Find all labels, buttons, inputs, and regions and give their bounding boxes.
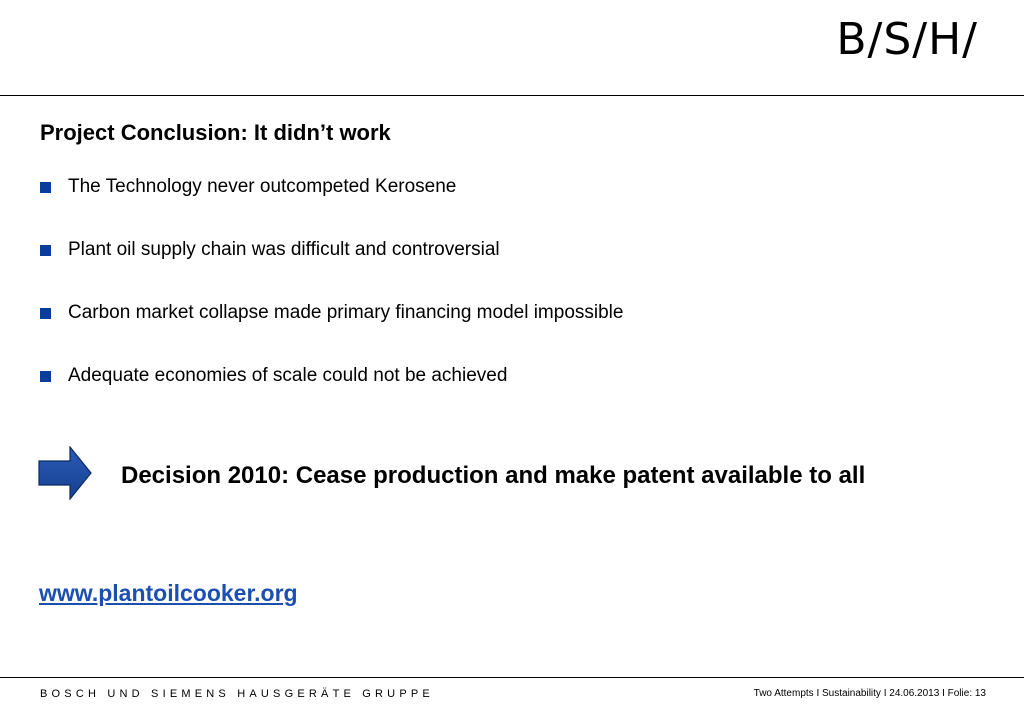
footer-divider bbox=[0, 677, 1024, 678]
bullet-item bbox=[40, 365, 623, 428]
right-arrow-icon bbox=[38, 446, 92, 500]
bsh-logo: B/S/H/ bbox=[836, 14, 978, 65]
slide-title: Project Conclusion: It didn’t work bbox=[40, 120, 391, 145]
bullet-item bbox=[40, 302, 623, 365]
bullet-text: Plant oil supply chain was difficult and controversial bbox=[68, 239, 500, 260]
square-bullet-icon bbox=[40, 245, 51, 256]
bullet-item bbox=[40, 239, 623, 302]
bullet-text: The Technology never outcompeted Kerosene bbox=[68, 176, 457, 197]
decision-statement: Decision 2010: Cease production and make patent available to all bbox=[121, 462, 866, 489]
bullet-text: Carbon market collapse made primary financing model impossible bbox=[68, 302, 624, 323]
square-bullet-icon bbox=[40, 182, 51, 193]
bullet-text: Adequate economies of scale could not be achieved bbox=[68, 365, 508, 386]
footer-company-name: BOSCH UND SIEMENS HAUSGERÄTE GRUPPE bbox=[40, 688, 434, 700]
website-link[interactable]: www.plantoilcooker.org bbox=[39, 580, 298, 606]
header-divider bbox=[0, 95, 1024, 96]
footer-slide-info: Two Attempts I Sustainability I 24.06.2013 I Folie: 13 bbox=[753, 688, 986, 699]
square-bullet-icon bbox=[40, 308, 51, 319]
bullet-item bbox=[40, 176, 623, 239]
square-bullet-icon bbox=[40, 371, 51, 382]
bullet-list bbox=[40, 176, 623, 428]
